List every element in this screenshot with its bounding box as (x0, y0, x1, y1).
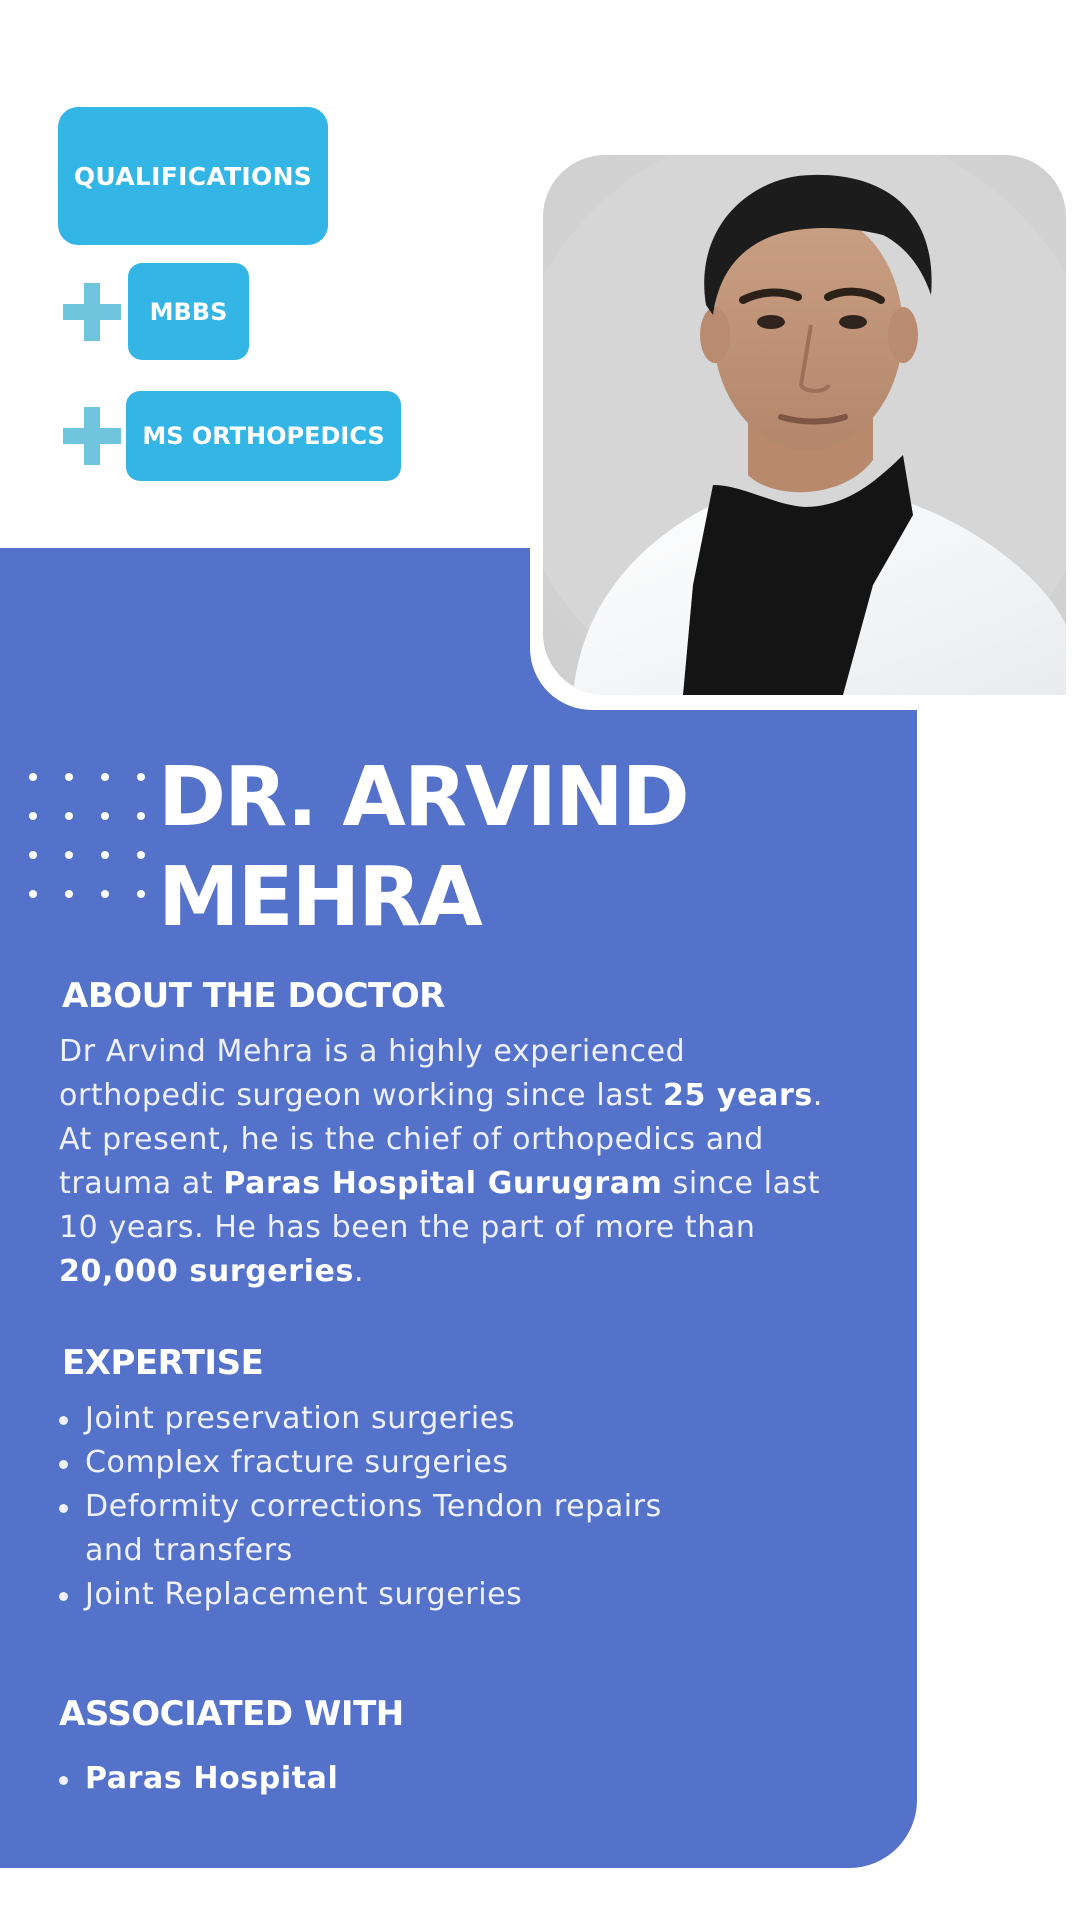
doctor-name (158, 748, 878, 948)
qualification-item-mbbs (128, 263, 249, 360)
doctor-photo (543, 155, 1066, 695)
about-surgeries-highlight: 20,000 surgeries (59, 1254, 354, 1289)
associated-list (59, 1757, 699, 1801)
qualification-label: MS ORTHOPEDICS (142, 422, 385, 450)
about-text-part: . At present, he is the chief of orthopedics and trauma at (59, 1078, 823, 1201)
qualification-label: MBBS (149, 297, 228, 326)
qualification-item-ms-orthopedics (126, 391, 401, 481)
list-item: Complex fracture surgeries (59, 1441, 699, 1485)
about-text-part: since last 10 years. He has been the part of more than (59, 1166, 821, 1245)
list-item: Joint preservation surgeries (59, 1397, 699, 1441)
qualifications-title: QUALIFICATIONS (73, 161, 313, 191)
associated-title: ASSOCIATED WITH (59, 1694, 404, 1734)
about-text-part: Dr Arvind Mehra is a highly experienced orthopedic surgeon working since last (59, 1034, 686, 1113)
doctor-name-line-2: MEHRA (158, 850, 481, 945)
about-hospital-highlight: Paras Hospital Gurugram (223, 1166, 663, 1201)
about-text-part: . (353, 1254, 365, 1289)
expertise-title: EXPERTISE (62, 1343, 264, 1383)
expertise-list (59, 1397, 699, 1617)
list-item: Joint Replacement surgeries (59, 1573, 699, 1617)
about-text (59, 1030, 839, 1294)
qualifications-badge (58, 107, 328, 245)
plus-icon (63, 283, 121, 341)
list-item: Paras Hospital (59, 1757, 699, 1801)
about-title: ABOUT THE DOCTOR (62, 976, 445, 1016)
dot-grid (27, 771, 147, 911)
plus-icon (63, 407, 121, 465)
doctor-name-line-1: DR. ARVIND (158, 750, 688, 845)
list-item: Deformity corrections Tendon repairs and transfers (59, 1485, 699, 1573)
about-years-highlight: 25 years (663, 1078, 813, 1113)
